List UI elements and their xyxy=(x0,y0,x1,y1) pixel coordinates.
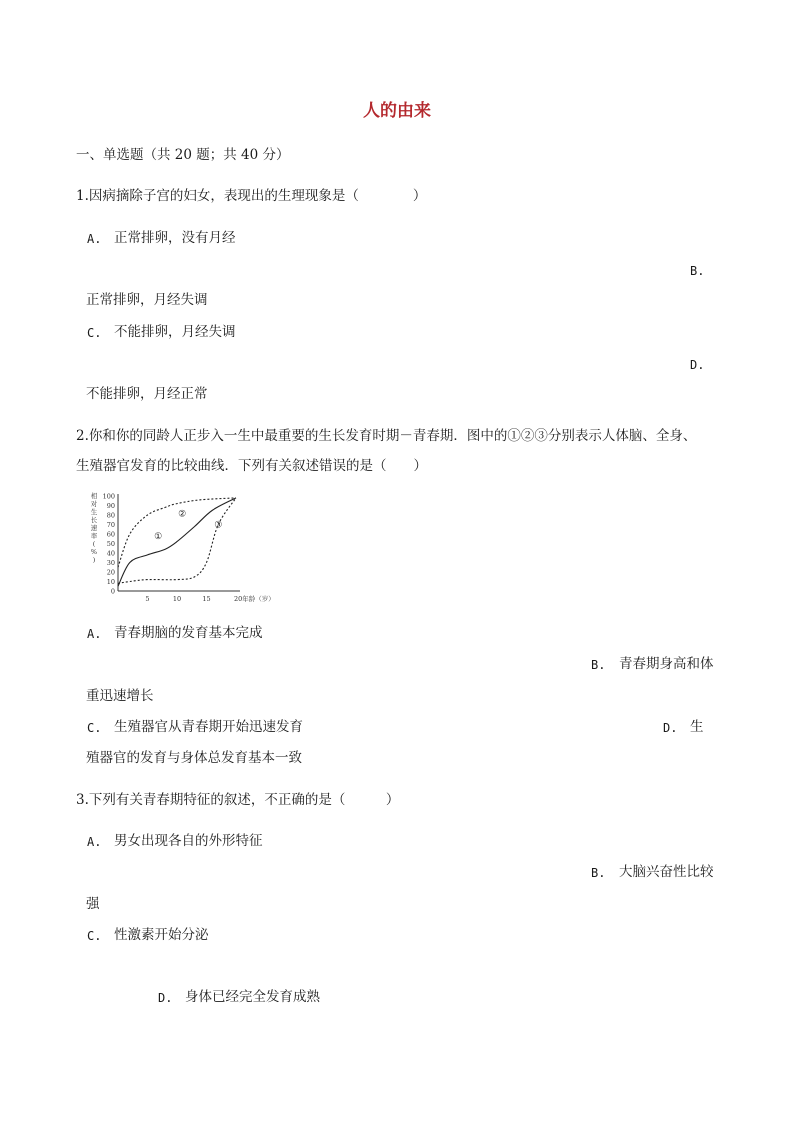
q2-option-b-label: B. xyxy=(591,658,606,672)
q1-option-a: 正常排卵，没有月经 xyxy=(114,230,236,246)
y-tick-label: 60 xyxy=(106,530,115,539)
q2-option-a: 青春期脑的发育基本完成 xyxy=(114,625,263,641)
y-axis-label-char: 长 xyxy=(90,516,98,524)
q2-option-c: 生殖器官从青春期开始迅速发育 xyxy=(114,719,303,735)
y-axis-label-char: 对 xyxy=(90,500,98,508)
q2-option-d-line2: 殖器官的发育与身体总发育基本一致 xyxy=(86,750,302,766)
x-tick-label: 20年龄（岁） xyxy=(234,595,275,603)
y-axis-label-char: 生 xyxy=(90,508,98,516)
y-tick-label: 70 xyxy=(106,521,115,529)
q2-stem-line2: 生殖器官发育的比较曲线．下列有关叙述错误的是（ ） xyxy=(76,458,427,474)
y-axis-label-char: 速 xyxy=(90,524,98,532)
y-tick-label: 100 xyxy=(102,492,115,501)
q2-option-d-label: D. xyxy=(663,721,678,735)
q3-option-b-line1: 大脑兴奋性比较 xyxy=(619,864,714,880)
y-tick-label: 10 xyxy=(106,578,115,586)
q3-option-a: 男女出现各自的外形特征 xyxy=(114,833,263,849)
q3-option-d: 身体已经完全发育成熟 xyxy=(185,989,320,1005)
q3-option-c-label: C. xyxy=(87,929,102,943)
x-tick-label: 10 xyxy=(172,595,182,603)
q3-option-c: 性激素开始分泌 xyxy=(114,927,209,943)
growth-curve-1 xyxy=(118,498,236,567)
curve-label: ② xyxy=(178,509,187,520)
q3-option-d-label: D. xyxy=(158,991,173,1005)
q2-option-a-label: A. xyxy=(87,627,102,641)
y-axis-label-char: 率 xyxy=(90,532,98,540)
q1-option-c-label: C. xyxy=(87,326,102,340)
q3-stem: 3.下列有关青春期特征的叙述，不正确的是（ ） xyxy=(76,792,400,808)
q1-option-b-label: B. xyxy=(690,264,705,278)
q1-option-b: 正常排卵，月经失调 xyxy=(86,292,208,308)
q1-option-a-label: A. xyxy=(87,232,102,246)
q2-stem-line1: 2.你和你的同龄人正步入一生中最重要的生长发育时期－青春期．图中的①②③分别表示人体脑、全身、 xyxy=(76,428,697,444)
q2-option-c-label: C. xyxy=(87,721,102,735)
q3-option-a-label: A. xyxy=(87,835,102,849)
q1-option-d-label: D. xyxy=(690,358,705,372)
q3-option-b-label: B. xyxy=(591,866,606,880)
document-title: 人的由来 xyxy=(363,101,431,121)
q3-option-b-line2: 强 xyxy=(86,896,100,912)
curve-label: ③ xyxy=(214,520,223,531)
growth-curve-figure xyxy=(88,488,288,608)
q2-option-b-line1: 青春期身高和体 xyxy=(619,656,714,672)
y-tick-label: 0 xyxy=(110,587,115,596)
curve-label: ① xyxy=(154,531,163,542)
section-heading: 一、单选题（共 20 题；共 40 分） xyxy=(76,147,290,163)
y-tick-label: 90 xyxy=(106,502,115,510)
y-tick-label: 40 xyxy=(106,549,115,558)
y-axis-label-char: ( xyxy=(92,540,96,548)
q2-option-b-line2: 重迅速增长 xyxy=(86,688,154,704)
x-tick-label: 15 xyxy=(202,595,211,603)
growth-curve-2 xyxy=(118,498,236,586)
y-tick-label: 30 xyxy=(106,559,115,567)
q1-stem: 1.因病摘除子宫的妇女，表现出的生理现象是（ ） xyxy=(76,188,427,204)
x-tick-label: 5 xyxy=(145,595,150,603)
q1-option-d: 不能排卵，月经正常 xyxy=(86,386,208,402)
q2-option-d-line1: 生 xyxy=(690,719,704,735)
q1-option-c: 不能排卵，月经失调 xyxy=(114,324,236,340)
y-tick-label: 80 xyxy=(106,511,115,520)
y-tick-label: 50 xyxy=(106,540,115,548)
y-tick-label: 20 xyxy=(106,568,115,577)
growth-curve-3 xyxy=(118,498,236,584)
y-axis-label-char: % xyxy=(90,548,98,556)
y-axis-label-char: ) xyxy=(92,556,96,564)
y-axis-label-char: 相 xyxy=(90,492,98,500)
